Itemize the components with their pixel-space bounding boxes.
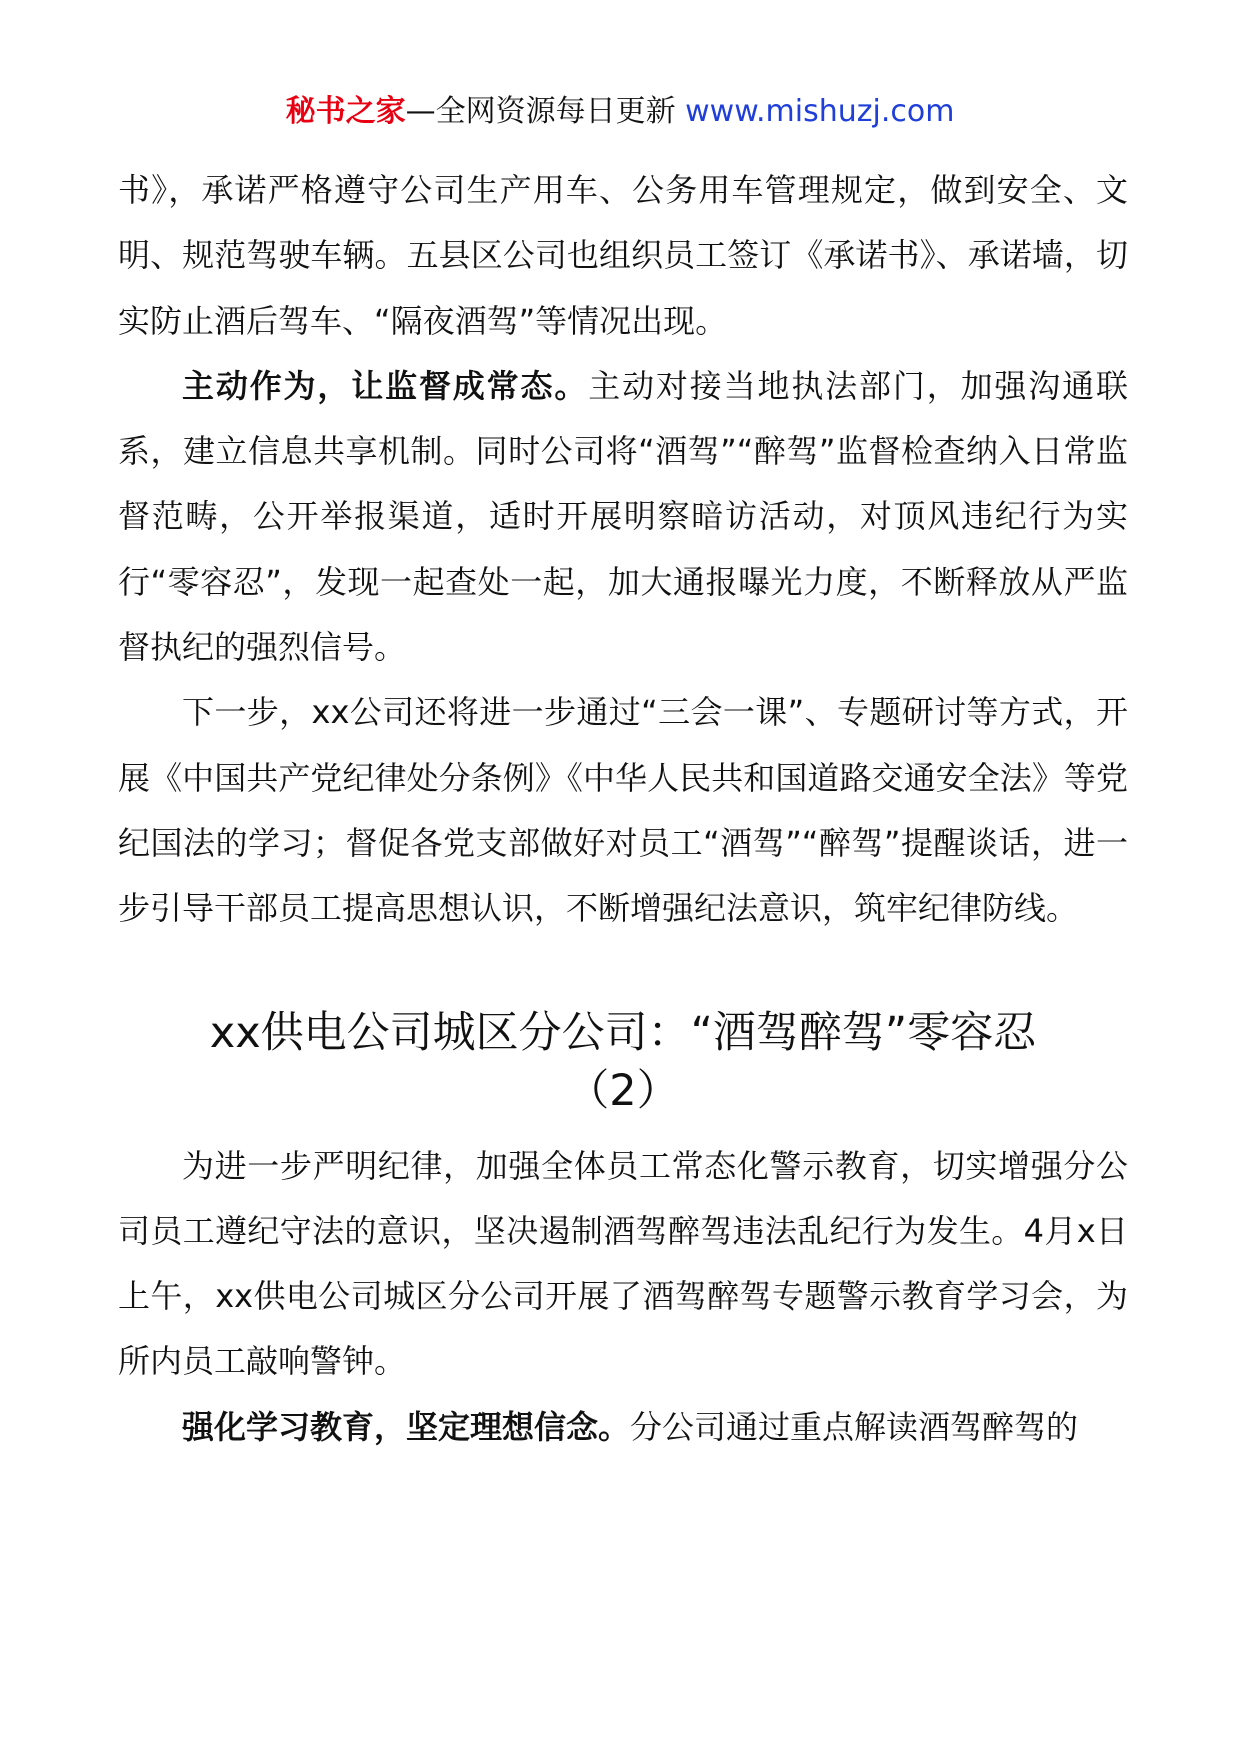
section-title-number: （2） <box>566 1065 680 1116</box>
site-header <box>0 92 1240 132</box>
section-title: xx供电公司城区分公司：“酒驾醉驾”零容忍 <box>209 1007 1037 1058</box>
paragraph-lead: 主动作为，让监督成常态。 <box>182 366 589 405</box>
paragraph-text: 下一步，xx公司还将进一步通过“三会一课”、专题研讨等方式，开展《中国共产党纪律处分条例》《中华人民共和国道路交通安全法》等党纪国法的学习；督促各党支部做好对员工“酒驾”“醉驾”提醒谈话，进一步引导干部员工提高思想认识，不断增强纪法意识，筑牢纪律防线。 <box>118 693 1128 928</box>
paragraph-text: 主动对接当地执法部门，加强沟通联系，建立信息共享机制。同时公司将“酒驾”“醉驾”监督检查纳入日常监督范畴，公开举报渠道，适时开展明察暗访活动，对顶风违纪行为实行“零容忍”，发现一起查处一起，加大通报曝光力度，不断释放从严监督执纪的强烈信号。 <box>118 366 1128 667</box>
paragraph-text: 为进一步严明纪律，加强全体员工常态化警示教育，切实增强分公司员工遵纪守法的意识，坚决遏制酒驾醉驾违法乱纪行为发生。4月x日上午，xx供电公司城区分公司开展了酒驾醉驾专题警示教育学习会，为所内员工敲响警钟。 <box>118 1146 1128 1381</box>
paragraph-lead: 强化学习教育，坚定理想信念。 <box>182 1407 631 1446</box>
paragraph-intro <box>118 1134 1128 1395</box>
site-url-link[interactable]: www.mishuzj.com <box>685 94 955 129</box>
paragraph-text: 分公司通过重点解读酒驾醉驾的 <box>630 1407 1079 1446</box>
site-tagline: —全网资源每日更新 <box>405 94 676 129</box>
paragraph-education <box>118 1395 1128 1460</box>
paragraph-text: 书》，承诺严格遵守公司生产用车、公务用车管理规定，做到安全、文明、规范驾驶车辆。五县区公司也组织员工签订《承诺书》、承诺墙，切实防止酒后驾车、“隔夜酒驾”等情况出现。 <box>118 171 1128 340</box>
paragraph-continuation <box>118 158 1128 354</box>
paragraph-next-step <box>118 680 1128 941</box>
paragraph-supervision <box>118 354 1128 680</box>
site-brand: 秘书之家 <box>285 94 406 129</box>
document-body <box>118 158 1128 1460</box>
